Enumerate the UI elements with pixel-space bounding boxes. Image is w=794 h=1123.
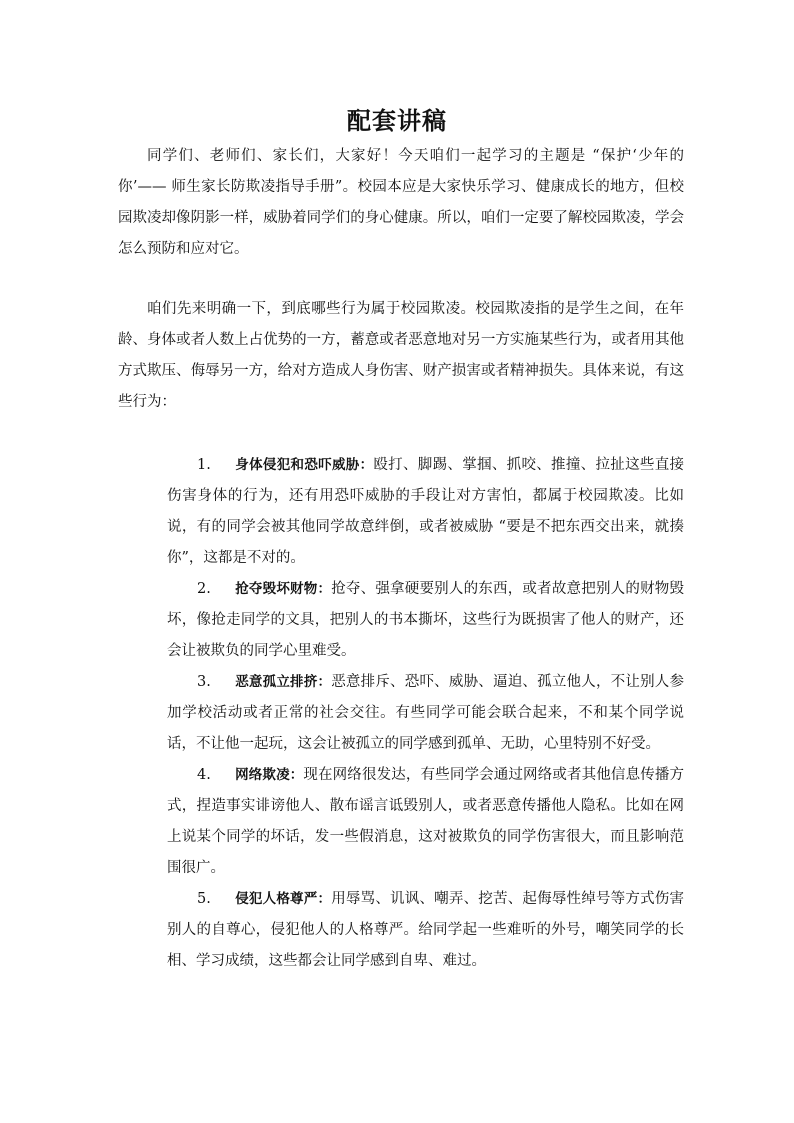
list-item-text: 用辱骂、讥讽、嘲弄、挖苦、起侮辱性绰号等方式伤害别人的自尊心，侵犯他人的人格尊严。给同学起一些难听的外号，嘲笑同学的长相、学习成绩，这些都会让同学感到自卑、难过。 [167,891,685,969]
list-item-number: 4. [197,767,211,783]
list-item [167,450,684,574]
list-item-number: 5. [197,891,211,907]
list-item-text: 恶意排斥、恐吓、威胁、逼迫、孤立他人，不让别人参加学校活动或者正常的社会交往。有些同学可能会联合起来，不和某个同学说话，不让他一起玩，这会让被孤立的同学感到孤单、无助，心里特别不好受。 [167,674,685,752]
list-item-title: 抢夺毁坏财物： [235,581,332,597]
list-item [167,667,684,760]
list-item-text: 殴打、脚踢、掌掴、抓咬、推撞、拉扯这些直接伤害身体的行为，还有用恐吓威胁的手段让对方害怕，都属于校园欺凌。比如说，有的同学会被其他同学故意绊倒，或者被威胁 “要是不把东西交出来，就揍你”，这都是不对的。 [167,457,685,566]
list-item-title: 身体侵犯和恐吓威胁： [235,457,374,473]
intro-paragraph: 同学们、老师们、家长们，大家好！今天咱们一起学习的主题是 “保护‘少年的你’—— 师生家长防欺凌指导手册”。校园本应是大家快乐学习、健康成长的地方，但校园欺凌却像阴影一样，威胁着同学们的身心健康。所以，咱们一定要了解校园欺凌，学会怎么预防和应对它。 [118,148,684,257]
definition-paragraph: 咱们先来明确一下，到底哪些行为属于校园欺凌。校园欺凌指的是学生之间，在年龄、身体或者人数上占优势的一方，蓄意或者恶意地对另一方实施某些行为，或者用其他方式欺压、侮辱另一方，给对方造成人身伤害、财产损害或者精神损失。具体来说，有这些行为： [118,301,684,410]
list-item-title: 恶意孤立排挤： [235,674,332,690]
list-item [167,760,684,884]
list-item-text: 现在网络很发达，有些同学会通过网络或者其他信息传播方式，捏造事实诽谤他人、散布谣言诋毁别人，或者恶意传播他人隐私。比如在网上说某个同学的坏话，发一些假消息，这对被欺负的同学伤害很大，而且影响范围很广。 [167,767,685,876]
list-item-title: 侵犯人格尊严： [235,891,332,907]
list-item [167,884,684,977]
list-item-text: 抢夺、强拿硬要别人的东西，或者故意把别人的财物毁坏，像抢走同学的文具，把别人的书本撕坏，这些行为既损害了他人的财产，还会让被欺负的同学心里难受。 [167,581,685,659]
behavior-list [167,450,684,977]
list-item-title: 网络欺凌： [235,767,304,783]
list-item-number: 1. [197,457,211,473]
page-title: 配套讲稿 [347,107,447,135]
list-item [167,574,684,667]
list-item-number: 2. [197,581,211,597]
list-item-number: 3. [197,674,211,690]
